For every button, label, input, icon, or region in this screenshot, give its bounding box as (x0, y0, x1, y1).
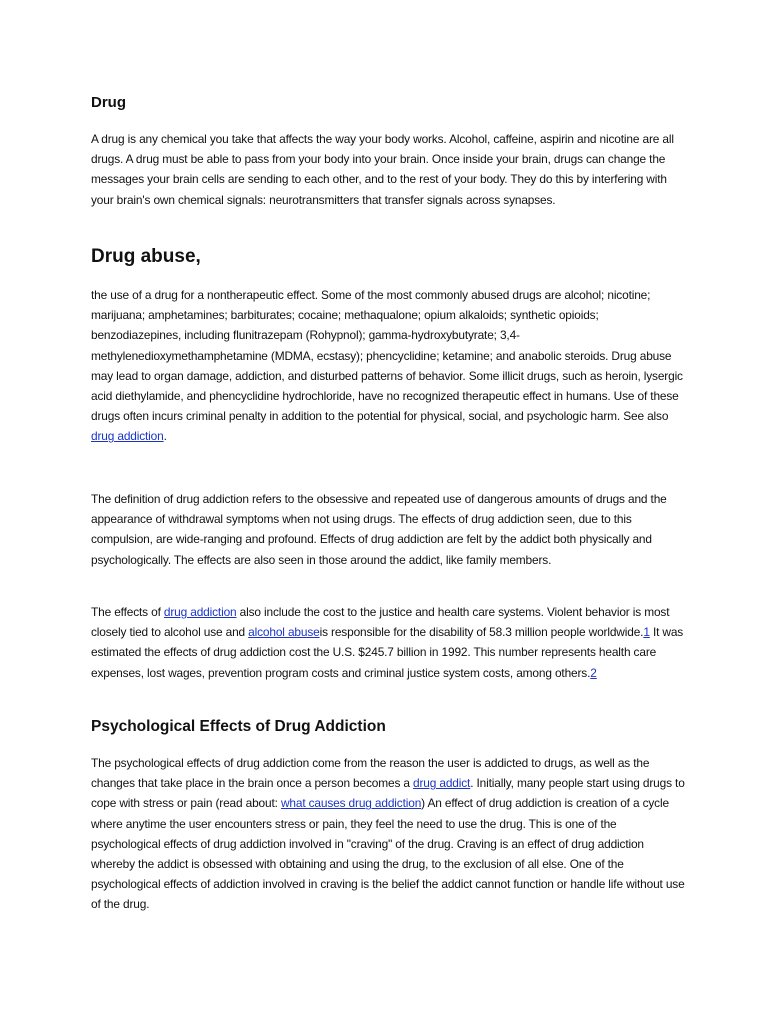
psychological-heading: Psychological Effects of Drug Addiction (91, 718, 386, 735)
effects-paragraph (91, 602, 687, 683)
psychological-paragraph (91, 753, 687, 915)
psych-text-1: The psychological effects of drug addiction come from the reason the user is addicted to drugs, as well as the changes that take place in the brain once a person becomes a (91, 756, 650, 791)
effects-text-2: also include the cost to the justice and health care systems. Violent behavior is most closely tied to alcohol use and (91, 605, 670, 640)
psych-text-3: ) An effect of drug addiction is creation of a cycle where anytime the user encounters stress or pain, they feel the need to use the drug. This is one of the psychological effects of drug addiction involved in "craving" of the drug. Craving is an effect of drug addiction whereby the addict is obsessed with obtaining and using the drug, to the exclusion of all else. One of the psychological effects of addiction involved in craving is the belief the addict cannot function or handle life without use of the drug. (91, 796, 685, 912)
effects-text-1: The effects of (91, 605, 164, 619)
what-causes-drug-addiction-link[interactable]: what causes drug addiction (280, 796, 422, 811)
alcohol-abuse-link[interactable]: alcohol abuse (248, 625, 320, 640)
drug-abuse-end: . (163, 429, 167, 444)
effects-text-3: is responsible for the disability of 58.3 million people worldwide. (319, 625, 644, 640)
reference-1-link[interactable]: 1 (643, 625, 650, 640)
effects-drug-addiction-link[interactable]: drug addiction (163, 605, 237, 619)
drug-abuse-heading: Drug abuse, (91, 246, 201, 267)
effects-text-4: It was estimated the effects of drug addiction cost the U.S. $245.7 billion in 1992. This number represents health care expenses, lost wages, prevention program costs and criminal justice system costs, among others. (91, 625, 684, 680)
drug-heading: Drug (91, 94, 126, 111)
drug-addiction-link[interactable]: drug addiction (91, 429, 164, 444)
drug-abuse-text: the use of a drug for a nontherapeutic effect. Some of the most commonly abused drugs are alcohol; nicotine; marijuana; amphetamines; barbiturates; cocaine; methaqualone; opium alkaloids; synthetic opioids; benzodiazepines, including flunitrazepam (Rohypnol); gamma-hydroxybutyrate; 3,4-methylenedioxymethamphetamine (MDMA, ecstasy); phencyclidine; ketamine; and anabolic steroids. Drug abuse may lead to organ damage, addiction, and disturbed patterns of behavior. Some illicit drugs, such as heroin, lysergic acid diethylamide, and phencyclidine hydrochloride, have no recognized therapeutic effect in humans. Use of these drugs often incurs criminal penalty in addition to the potential for physical, social, and psychologic harm. See also (91, 288, 683, 424)
drug-paragraph: A drug is any chemical you take that affects the way your body works. Alcohol, caffeine, aspirin and nicotine are all drugs. A drug must be able to pass from your body into your brain. Once inside your brain, drugs can change the messages your brain cells are sending to each other, and to the rest of your body. They do this by interfering with your brain's own chemical signals: neurotransmitters that transfer signals across synapses. (91, 132, 674, 207)
drug-addict-link[interactable]: drug addict (413, 776, 471, 791)
reference-2-link[interactable]: 2 (590, 665, 597, 680)
drug-abuse-paragraph (91, 285, 687, 447)
definition-paragraph: The definition of drug addiction refers to the obsessive and repeated use of dangerous amounts of drugs and the appearance of withdrawal symptoms when not using drugs. The effects of drug addiction seen, due to this compulsion, are wide-ranging and profound. Effects of drug addiction are felt by the addict both physically and psychologically. The effects are also seen in those around the addict, like family members. (91, 492, 667, 567)
psych-text-2: . Initially, many people start using drugs to cope with stress or pain (read about: (91, 776, 685, 811)
